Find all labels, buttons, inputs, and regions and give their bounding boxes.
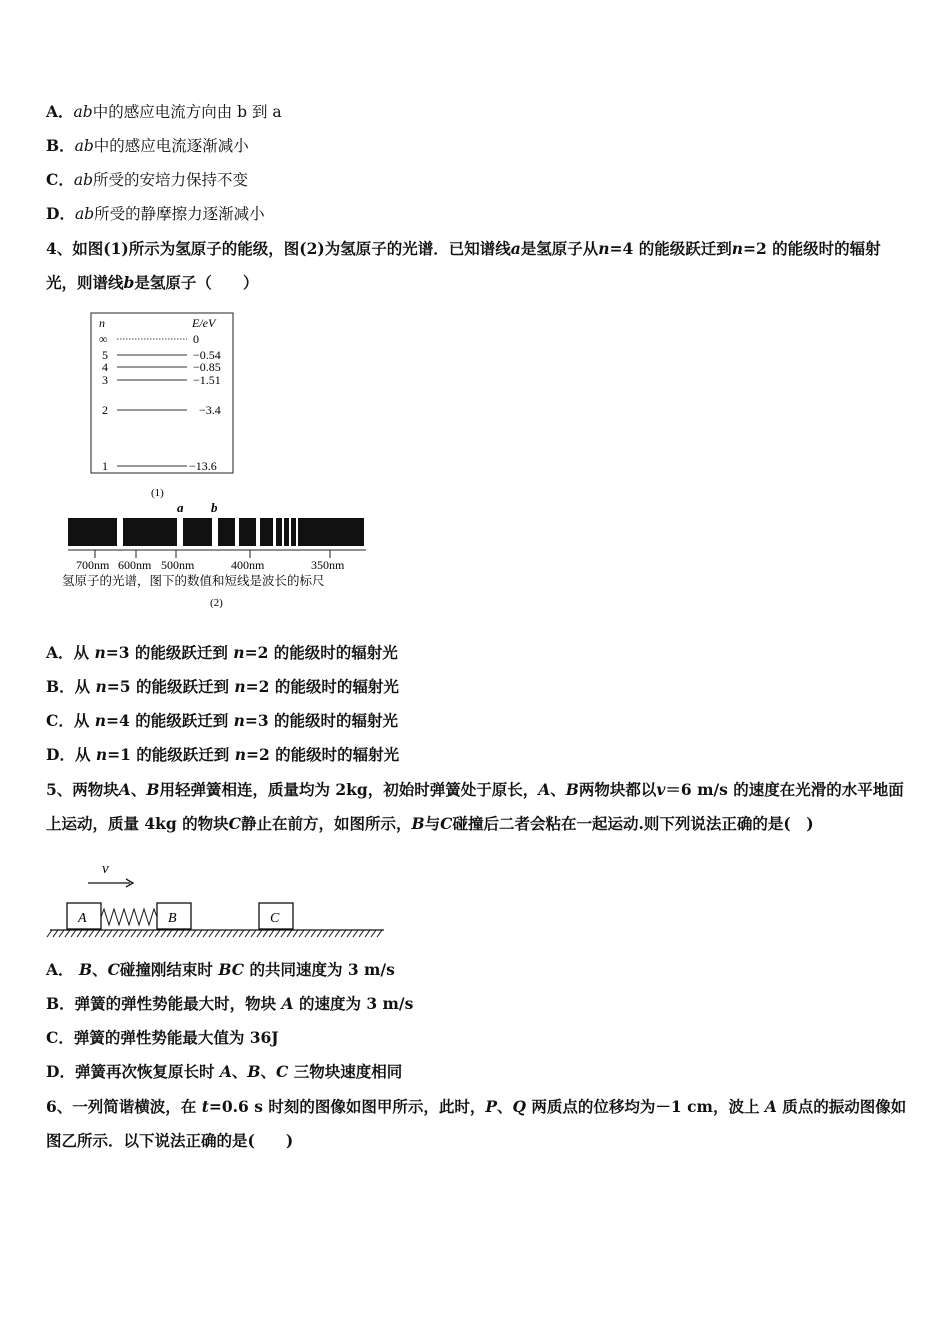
option-letter: A． — [46, 960, 74, 979]
option-var: ab — [73, 171, 94, 189]
q5-stem — [46, 773, 908, 841]
block-c-label: C — [270, 911, 280, 926]
stem-text: 质点的振动图像如图乙所示．以下说法正确的是( ) — [46, 1097, 907, 1150]
option-var: ab — [74, 205, 95, 223]
q5-option-d — [46, 1061, 402, 1083]
q4-stem — [46, 232, 908, 300]
stem-var: A — [538, 780, 551, 799]
hatch-mark — [137, 930, 142, 937]
stem-var: n — [598, 239, 610, 258]
spectrum-band — [239, 518, 256, 546]
option-text: 弹簧的弹性势能最大值为 36J — [73, 1028, 279, 1047]
option-var: C — [276, 1062, 289, 1081]
option-var: n — [94, 711, 107, 730]
option-var: n — [234, 745, 246, 764]
stem-text: ＝6 m/s 的速度在光滑的水平地面上运动，质量 4kg 的物块 — [46, 780, 904, 833]
option-var: C — [107, 960, 120, 979]
spectrum-bands — [68, 518, 364, 546]
option-text: 三物块速度相同 — [288, 1062, 403, 1081]
hatch-mark — [125, 930, 130, 937]
option-text: 碰撞刚结束时 — [119, 960, 219, 979]
option-text: 从 — [73, 711, 95, 730]
hatch-mark — [215, 930, 220, 937]
hatch-mark — [227, 930, 232, 937]
wavelength-ticks — [95, 550, 330, 558]
hatch-mark — [293, 930, 298, 937]
hatch-mark — [71, 930, 76, 937]
scale-label-700: 700nm — [76, 558, 110, 572]
option-letter: D． — [46, 1062, 75, 1081]
spectrum-band — [123, 518, 177, 546]
diagram-frame — [91, 313, 233, 473]
hatch-mark — [335, 930, 340, 937]
hatch-mark — [173, 930, 178, 937]
option-letter: B． — [46, 994, 75, 1013]
hatch-mark — [263, 930, 268, 937]
hatch-mark — [299, 930, 304, 937]
level-e-5: −0.54 — [193, 348, 221, 362]
level-e-4: −0.85 — [193, 360, 221, 374]
ground-hatch — [47, 930, 382, 937]
stem-text: 6、一列简谐横波，在 — [46, 1097, 202, 1116]
figure-caption-1: (1) — [151, 487, 164, 499]
hatch-mark — [305, 930, 310, 937]
stem-var: A — [764, 1097, 777, 1116]
hatch-mark — [317, 930, 322, 937]
hatch-mark — [119, 930, 124, 937]
hatch-mark — [359, 930, 364, 937]
stem-var: A — [118, 780, 131, 799]
option-letter: C． — [46, 170, 74, 189]
hatch-mark — [269, 930, 274, 937]
stem-text: =2 的能级时的辐射光，则谱线 — [46, 239, 881, 292]
hatch-mark — [323, 930, 328, 937]
option-var: BC — [218, 960, 245, 979]
option-letter: C． — [46, 711, 74, 730]
hatch-mark — [107, 930, 112, 937]
option-letter: A． — [46, 643, 74, 662]
stem-var: v — [656, 780, 666, 799]
option-text: 中的感应电流逐渐减小 — [93, 137, 249, 155]
stem-var: Q — [512, 1097, 527, 1116]
hatch-mark — [167, 930, 172, 937]
spectrum-band — [298, 518, 364, 546]
velocity-label: v — [102, 861, 109, 877]
option-text: 所受的静摩擦力逐渐减小 — [94, 205, 265, 223]
option-text: 、 — [260, 1062, 277, 1081]
option-text: =1 的能级跃迁到 — [107, 745, 235, 764]
q4-option-b — [46, 676, 399, 698]
q6-stem — [46, 1090, 908, 1158]
hatch-mark — [185, 930, 190, 937]
q5-option-c — [46, 1027, 279, 1049]
hatch-mark — [287, 930, 292, 937]
spectrum-band — [284, 518, 289, 546]
option-var: n — [233, 643, 245, 662]
hatch-mark — [77, 930, 82, 937]
stem-text: 是氢原子从 — [520, 239, 599, 258]
hatch-mark — [89, 930, 94, 937]
stem-text: 与 — [424, 814, 441, 833]
hatch-mark — [239, 930, 244, 937]
option-text: 从 — [74, 677, 96, 696]
hatch-mark — [281, 930, 286, 937]
hatch-mark — [47, 930, 52, 937]
stem-text: 用轻弹簧相连，质量均为 2kg，初始时弹簧处于原长， — [159, 780, 539, 799]
level-n-4: 4 — [102, 360, 108, 374]
spectrum-band — [218, 518, 235, 546]
stem-text: 、 — [497, 1097, 513, 1116]
option-text: =3 的能级跃迁到 — [105, 643, 234, 662]
option-var: ab — [73, 103, 93, 121]
level-e-1: −13.6 — [189, 459, 217, 473]
q3-option-b — [46, 135, 249, 157]
spectrum-band — [260, 518, 273, 546]
hatch-mark — [329, 930, 334, 937]
hatch-mark — [143, 930, 148, 937]
scale-label-500: 500nm — [161, 558, 195, 572]
q5-option-a — [46, 959, 395, 981]
option-text: =3 的能级时的辐射光 — [244, 711, 399, 730]
q3-option-a — [46, 101, 282, 123]
spring — [101, 909, 157, 925]
option-var: A — [219, 1062, 232, 1081]
q5-option-b — [46, 993, 413, 1015]
option-text: 、 — [92, 960, 108, 979]
spectrum-band — [183, 518, 212, 546]
level-n-3: 3 — [102, 373, 108, 387]
spectral-line-b-label: b — [211, 500, 218, 515]
spectrum-band — [291, 518, 296, 546]
hatch-mark — [311, 930, 316, 937]
stem-text: 5、两物块 — [46, 780, 119, 799]
spectrum-band — [276, 518, 282, 546]
hatch-mark — [257, 930, 262, 937]
option-var: n — [94, 643, 106, 662]
option-var: n — [95, 677, 107, 696]
hatch-mark — [245, 930, 250, 937]
hatch-mark — [83, 930, 88, 937]
q4-option-c — [46, 710, 398, 732]
header-energy: E/eV — [192, 316, 216, 330]
level-n-5: 5 — [102, 348, 108, 362]
stem-text: =4 的能级跃迁到 — [609, 239, 732, 258]
hatch-mark — [53, 930, 58, 937]
option-text: 从 — [73, 643, 95, 662]
hatch-mark — [95, 930, 100, 937]
hatch-mark — [149, 930, 154, 937]
q3-option-d — [46, 203, 265, 225]
option-text: 弹簧的弹性势能最大时，物块 — [74, 994, 282, 1013]
option-text: =5 的能级跃迁到 — [106, 677, 235, 696]
option-text: 从 — [74, 745, 96, 764]
hatch-mark — [353, 930, 358, 937]
stem-text: 两质点的位移均为－1 cm，波上 — [526, 1097, 765, 1116]
scale-label-350: 350nm — [311, 558, 345, 572]
option-var: n — [234, 677, 246, 696]
option-text: =2 的能级时的辐射光 — [246, 745, 400, 764]
stem-var: a — [510, 239, 521, 258]
option-var: n — [233, 711, 245, 730]
hatch-mark — [347, 930, 352, 937]
hatch-mark — [101, 930, 106, 937]
option-text: 所受的安培力保持不变 — [93, 171, 249, 189]
stem-text: 、 — [130, 780, 147, 799]
energy-level-diagram — [85, 310, 245, 500]
option-letter: D． — [46, 745, 75, 764]
stem-var: B — [565, 780, 579, 799]
stem-text: 是氢原子（ ） — [134, 273, 259, 292]
option-text: =2 的能级时的辐射光 — [244, 643, 398, 662]
option-var: B — [78, 960, 93, 979]
option-text: 的速度为 3 m/s — [293, 994, 414, 1013]
level-n-inf: ∞ — [99, 332, 108, 346]
hatch-mark — [233, 930, 238, 937]
level-n-2: 2 — [102, 403, 108, 417]
hatch-mark — [161, 930, 166, 937]
hatch-mark — [365, 930, 370, 937]
header-n: n — [99, 316, 105, 330]
spectrum-description: 氢原子的光谱，图下的数值和短线是波长的标尺 — [62, 574, 325, 588]
q4-option-d — [46, 744, 399, 766]
hatch-mark — [371, 930, 376, 937]
option-text: 、 — [231, 1062, 248, 1081]
hatch-mark — [65, 930, 70, 937]
stem-var: P — [485, 1097, 497, 1116]
hatch-mark — [113, 930, 118, 937]
option-text: 弹簧再次恢复原长时 — [74, 1062, 220, 1081]
hatch-mark — [377, 930, 382, 937]
spectral-line-a-label: a — [177, 500, 184, 515]
hatch-mark — [131, 930, 136, 937]
hatch-mark — [155, 930, 160, 937]
option-var: B — [247, 1062, 261, 1081]
block-a-label: A — [78, 911, 87, 926]
stem-var: C — [440, 814, 453, 833]
option-text: 中的感应电流方向由 b 到 a — [92, 103, 282, 121]
hatch-mark — [341, 930, 346, 937]
scale-label-400: 400nm — [231, 558, 265, 572]
stem-var: n — [731, 239, 743, 258]
option-letter: A． — [46, 102, 74, 121]
q3-option-c — [46, 169, 248, 191]
option-letter: B． — [46, 136, 75, 155]
block-b-label: B — [168, 911, 177, 926]
hatch-mark — [275, 930, 280, 937]
stem-var: b — [123, 273, 135, 292]
level-e-2: −3.4 — [199, 403, 221, 417]
stem-text: 、 — [550, 780, 566, 799]
hatch-mark — [251, 930, 256, 937]
option-var: A — [281, 994, 294, 1013]
hatch-mark — [197, 930, 202, 937]
option-var: n — [95, 745, 108, 764]
option-text: 的共同速度为 3 m/s — [244, 960, 395, 979]
option-text: =2 的能级时的辐射光 — [245, 677, 399, 696]
stem-var: C — [228, 814, 241, 833]
hatch-mark — [191, 930, 196, 937]
stem-text: 碰撞后二者会粘在一起运动.则下列说法正确的是( ) — [452, 814, 814, 833]
hydrogen-spectrum — [58, 498, 378, 613]
spectrum-band — [68, 518, 117, 546]
stem-text: 两物块都以 — [578, 780, 657, 799]
blocks-spring-diagram — [46, 855, 391, 945]
stem-var: B — [411, 814, 425, 833]
stem-text: 静止在前方，如图所示， — [241, 814, 412, 833]
level-n-1: 1 — [102, 459, 108, 473]
figure-caption-2: (2) — [210, 597, 223, 609]
stem-var: t — [201, 1097, 209, 1116]
hatch-mark — [179, 930, 184, 937]
hatch-mark — [221, 930, 226, 937]
stem-text: =0.6 s 时刻的图像如图甲所示，此时， — [208, 1097, 486, 1116]
hatch-mark — [59, 930, 64, 937]
scale-label-600: 600nm — [118, 558, 152, 572]
stem-text: 4、如图(1)所示为氢原子的能级，图(2)为氢原子的光谱．已知谱线 — [46, 239, 511, 258]
option-letter: C． — [46, 1028, 74, 1047]
level-e-inf: 0 — [193, 332, 199, 346]
option-var: ab — [74, 137, 94, 155]
option-letter: B． — [46, 677, 75, 696]
level-e-3: −1.51 — [193, 373, 221, 387]
hatch-mark — [203, 930, 208, 937]
q4-option-a — [46, 642, 398, 664]
option-letter: D． — [46, 204, 75, 223]
stem-var: B — [146, 780, 160, 799]
option-text: =4 的能级跃迁到 — [106, 711, 234, 730]
hatch-mark — [209, 930, 214, 937]
